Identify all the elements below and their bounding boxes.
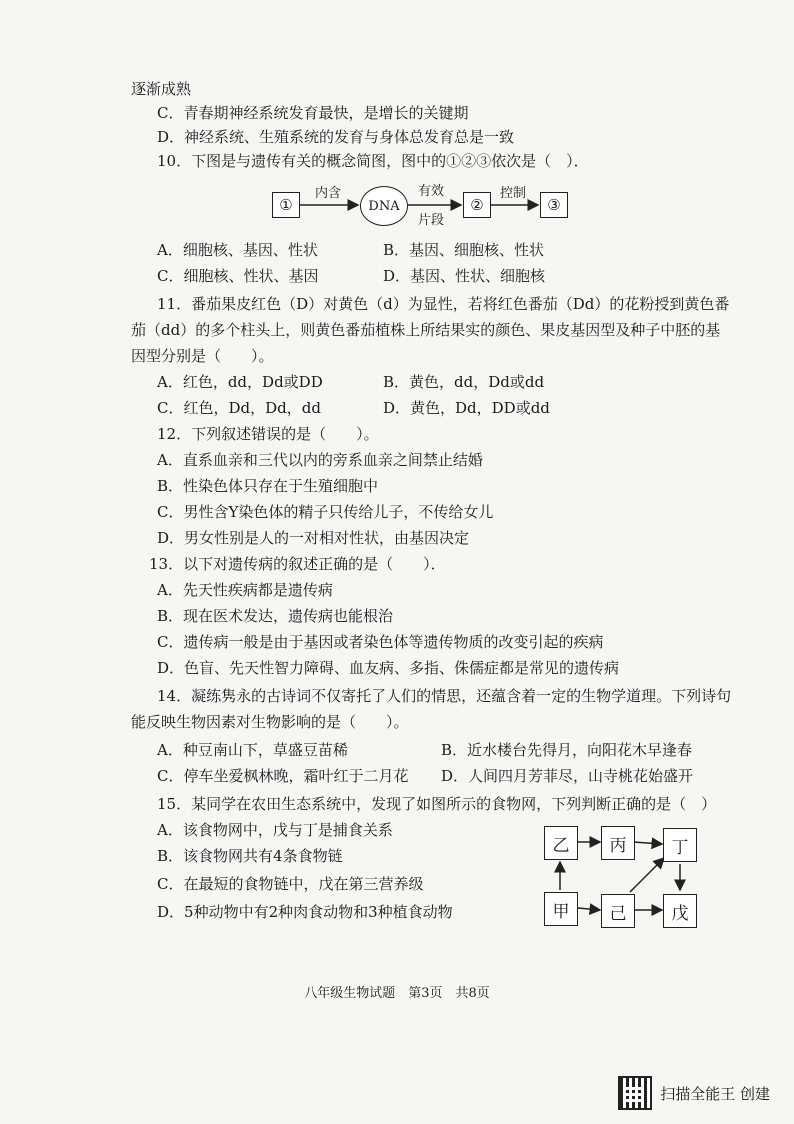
- text-line: 逐渐成熟: [131, 80, 192, 98]
- question-13: 13．以下对遗传病的叙述正确的是（ ）．: [149, 555, 446, 573]
- option-15a: A．该食物网中，戊与丁是捕食关系: [157, 821, 393, 839]
- option-10a: A．细胞核、基因、性状: [157, 241, 318, 259]
- option-15c: C．在最短的食物链中，戊在第三营养级: [157, 875, 424, 893]
- question-11-cont: 因型分别是（ ）。: [131, 347, 274, 365]
- option-15b: B．该食物网共有4条食物链: [157, 847, 343, 865]
- option-12c: C．男性含Y染色体的精子只传给儿子，不传给女儿: [157, 503, 494, 521]
- edge-label-contains: 内含: [315, 186, 342, 201]
- option-13b: B．现在医术发达，遗传病也能根治: [157, 607, 394, 625]
- question-14: 14．凝练隽永的古诗词不仅寄托了人们的情思，还蕴含着一定的生物学道理。下列诗句: [157, 687, 732, 705]
- edge-label-effective: 有效: [418, 184, 445, 199]
- option-10b: B．基因、细胞核、性状: [383, 241, 545, 259]
- page-footer: 八年级生物试题 第3页 共8页: [304, 986, 490, 1001]
- edge-label-segment: 片段: [418, 213, 445, 228]
- concept-node-2: ②: [463, 192, 491, 218]
- option-12b: B．性染色体只存在于生殖细胞中: [157, 477, 379, 495]
- concept-node-1: ①: [272, 192, 300, 218]
- watermark-text: 扫描全能王 创建: [660, 1084, 770, 1103]
- food-web-node-yi: 乙: [544, 826, 578, 860]
- concept-node-dna: DNA: [360, 186, 408, 226]
- option-13c: C．遗传病一般是由于基因或者染色体等遗传物质的改变引起的疾病: [157, 633, 604, 651]
- food-web-node-ji: 己: [601, 894, 635, 928]
- option-14a: A．种豆南山下，草盛豆苗稀: [157, 741, 348, 759]
- option-13a: A．先天性疾病都是遗传病: [157, 581, 333, 599]
- option-12a: A．直系血亲和三代以内的旁系血亲之间禁止结婚: [157, 451, 483, 469]
- question-12: 12．下列叙述错误的是（ ）。: [157, 425, 379, 443]
- option-10c: C．细胞核、性状、基因: [157, 267, 319, 285]
- question-10: 10．下图是与遗传有关的概念简图，图中的①②③依次是（ ）．: [157, 152, 589, 170]
- option-11c: C．红色，Dd，Dd，dd: [157, 399, 321, 417]
- option-11b: B．黄色，dd，Dd或dd: [383, 373, 545, 391]
- option-14b: B．近水楼台先得月，向阳花木早逢春: [441, 741, 693, 759]
- scanner-watermark: [618, 1076, 770, 1110]
- option-11d: D．黄色，Dd，DD或dd: [383, 399, 550, 417]
- option-14d: D．人间四月芳菲尽，山寺桃花始盛开: [441, 767, 694, 785]
- question-15: 15．某同学在农田生态系统中，发现了如图所示的食物网，下列判断正确的是（ ）: [157, 795, 717, 813]
- option-15d: D．5种动物中有2种肉食动物和3种植食动物: [157, 903, 453, 921]
- text-line: D．神经系统、生殖系统的发育与身体总发育总是一致: [157, 128, 515, 146]
- food-web-node-wu: 戊: [663, 894, 697, 928]
- concept-node-3: ③: [540, 192, 568, 218]
- question-11: 11．番茄果皮红色（D）对黄色（d）为显性，若将红色番茄（Dd）的花粉授到黄色番: [157, 295, 730, 313]
- edge-label-control: 控制: [500, 186, 527, 201]
- option-13d: D．色盲、先天性智力障碍、血友病、多指、侏儒症都是常见的遗传病: [157, 659, 620, 677]
- question-14-cont: 能反映生物因素对生物影响的是（ ）。: [131, 713, 409, 731]
- question-11-cont: 茄（dd）的多个柱头上，则黄色番茄植株上所结果实的颜色、果皮基因型及种子中胚的基: [131, 321, 721, 339]
- food-web-node-jia: 甲: [544, 892, 578, 926]
- option-14c: C．停车坐爱枫林晚，霜叶红于二月花: [157, 767, 409, 785]
- qr-code-icon: [618, 1076, 652, 1110]
- food-web-node-ding: 丁: [663, 828, 697, 862]
- option-10d: D．基因、性状、细胞核: [383, 267, 546, 285]
- option-11a: A．红色，dd，Dd或DD: [157, 373, 323, 391]
- text-line: C．青春期神经系统发育最快，是增长的关键期: [157, 104, 469, 122]
- option-12d: D．男女性别是人的一对相对性状，由基因决定: [157, 529, 470, 547]
- food-web-node-bing: 丙: [601, 826, 635, 860]
